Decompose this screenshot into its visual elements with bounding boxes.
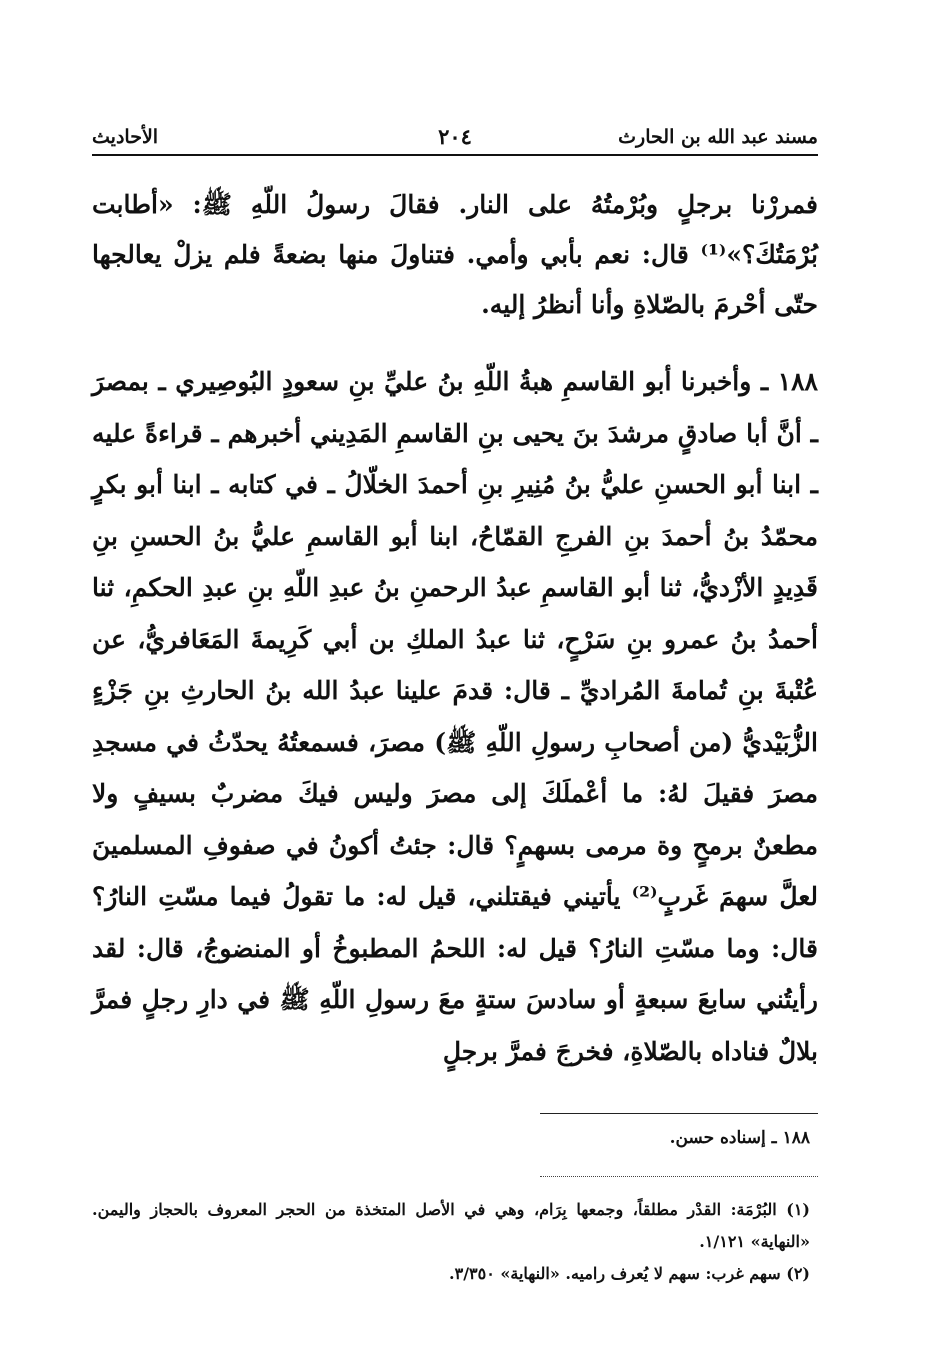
header-rule <box>92 154 818 156</box>
footnote-separator <box>540 1113 818 1114</box>
page-number: ٢٠٤ <box>438 124 472 149</box>
paragraph-1: فمررْنا برجلٍ وبُرْمتُهُ على النار. فقالَ رسولُ اللّهِ ﷺ: «أطابت بُرْمَتُكَ؟»⁽¹⁾ قال: نعم بأبي وأمي. فتناولَ منها بضعةً فلم يزلْ يعالجها حتّى أحْرمَ بالصّلاةِ وأنا أنظرُ إليه. <box>92 190 818 319</box>
footnote-dotted-separator <box>540 1176 818 1177</box>
book-title: مسند عبد الله بن الحارث <box>618 126 818 148</box>
paragraph-2: ١٨٨ ـ وأخبرنا أبو القاسمِ هبةُ اللّهِ بنُ عليِّ بنِ سعودٍ البُوصِيري ـ بمصرَ ـ أنَّ أبا صادقٍ مرشدَ بنَ يحيى بنِ القاسمِ المَدِيني أخبرهم ـ قراءةً عليه ـ ابنا أبو الحسنِ عليُّ بنُ مُنِيرِ بنِ أحمدَ الخلّالُ ـ في كتابه ـ ابنا أبو بكرٍ محمّدُ بنُ أحمدَ بنِ الفرجِ القمّاحُ، ابنا أبو القاسمِ عليُّ بنُ الحسنِ بنِ قَدِيدٍ الأزْديُّ، ثنا أبو القاسمِ عبدُ الرحمنِ بنُ عبدِ اللّهِ بنِ عبدِ الحكمِ، ثنا أحمدُ بنُ عمرو بنِ سَرْحٍ، ثنا عبدُ الملكِ بن أبي كَرِيمةَ المَعَافريُّ، عن عُتْبةَ بنِ تُمامةَ المُراديِّ ـ قال: قدمَ علينا عبدُ الله بنُ الحارثِ بنِ جَزْءٍ الزُّبَيْديُّ (من أصحابِ رسولِ اللّهِ ﷺ) مصرَ، فسمعتُهُ يحدّثُ في مسجدِ مصرَ فقيلَ لهُ: ما أعْملَكَ إلى مصرَ وليس فيكَ مضربٌ بسيفٍ ولا مطعنٌ برمحٍ وة مرمى بسهمٍ؟ قال: جئتُ أكونُ في صفوفِ المسلمينَ لعلَّ سهمَ غَربٍ⁽²⁾ يأتيني فيقتلني، قيل له: ما تقولُ فيما مسّتِ النارُ؟ قال: وما مسّتِ النارُ؟ قيل له: اللحمُ المطبوخُ أو المنضوجُ، قال: لقد رأيتُني سابعَ سبعةٍ أو سادسَ ستةٍ معَ رسولِ اللّهِ ﷺ في دارِ رجلٍ فمرَّ بلالٌ فناداه بالصّلاةِ، فخرجَ فمرَّ برجلٍ <box>92 367 818 1066</box>
main-text <box>92 180 818 1077</box>
footnote-1: (١) البُرْمَة: القدْر مطلقاً، وجمعها بِرَام، وهي في الأصل المتخذة من الحجر المعروف بالحجاز واليمن. «النهاية» ١/١٢١. <box>92 1200 810 1251</box>
hadith-grade-note: ١٨٨ ـ إسناده حسن. <box>669 1128 810 1148</box>
footnote-2: (٢) سهم غرب: سهم لا يُعرف راميه. «النهاية» ٣/٣٥٠. <box>449 1264 810 1283</box>
section-title: الأحاديث <box>92 126 159 148</box>
running-header <box>92 122 818 156</box>
footnotes <box>92 1194 810 1290</box>
